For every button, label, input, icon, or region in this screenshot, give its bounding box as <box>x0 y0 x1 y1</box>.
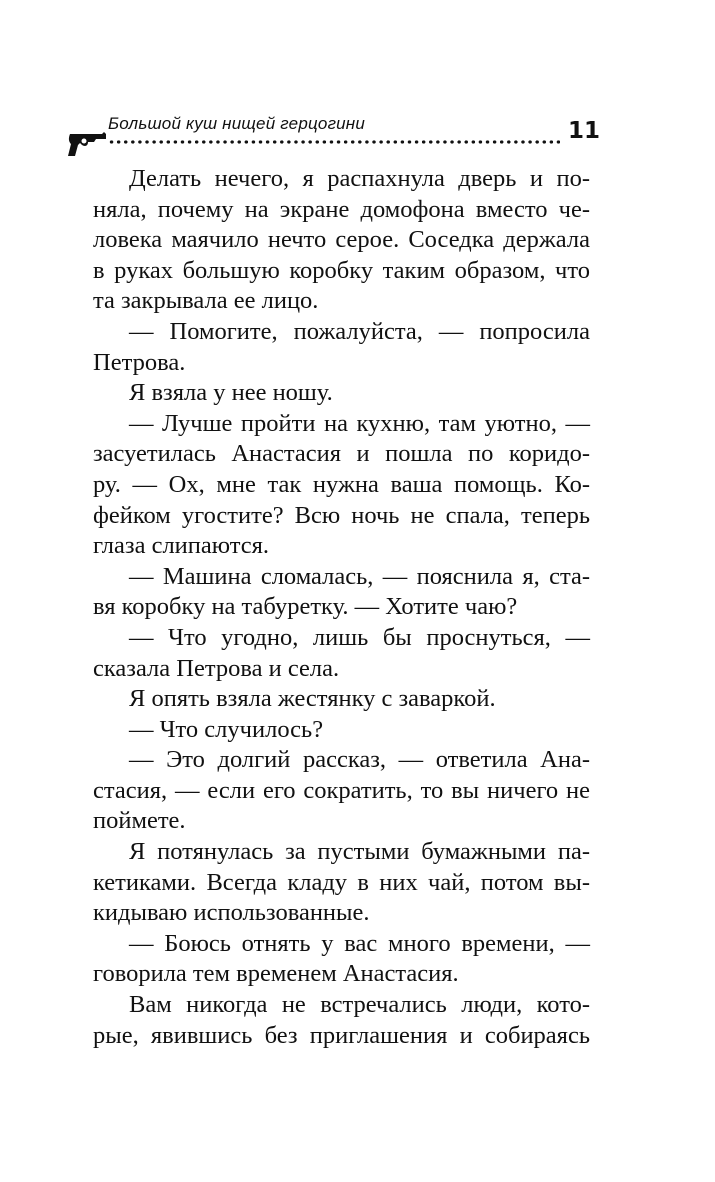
text-line: няла, почему на экране домофона вместо че- <box>93 195 590 223</box>
text-line: — Лучше пройти на кухню, там уютно, — <box>129 409 590 437</box>
text-line: кидываю использованные. <box>93 899 370 927</box>
text-line: кетиками. Всегда кладу в них чай, потом вы- <box>93 868 590 896</box>
text-line: стасия, — если его сократить, то вы ничего не <box>93 776 590 804</box>
text-line: засуетилась Анастасия и пошла по коридо- <box>93 440 590 468</box>
text-line: Петрова. <box>93 348 186 376</box>
text-line: Делать нечего, я распахнула дверь и по- <box>129 165 590 192</box>
text-line: — Машина сломалась, — пояснила я, ста- <box>129 562 590 590</box>
text-line: фейком угостите? Всю ночь не спала, теперь <box>93 501 590 529</box>
revolver-icon <box>66 131 108 159</box>
text-line: та закрывала ее лицо. <box>93 287 319 315</box>
text-line: — Что угодно, лишь бы проснуться, — <box>129 623 590 651</box>
text-line: в руках большую коробку таким образом, что <box>93 256 590 284</box>
text-line: ловека маячило нечто серое. Соседка держала <box>93 226 590 254</box>
text-line: ру. — Ох, мне так нужна ваша помощь. Ко- <box>93 470 590 498</box>
text-line: — Что случилось? <box>129 715 324 743</box>
text-line: Я потянулась за пустыми бумажными па- <box>129 838 590 866</box>
dotted-leader <box>108 139 560 145</box>
text-line: сказала Петрова и села. <box>93 654 340 682</box>
text-line: говорила тем временем Анастасия. <box>93 960 459 988</box>
text-line: — Боюсь отнять у вас много времени, — <box>129 929 590 957</box>
running-header <box>0 0 715 160</box>
text-line: поймете. <box>93 807 186 835</box>
text-line: Вам никогда не встречались люди, кото- <box>129 991 590 1019</box>
book-title: Большой куш нищей герцогини <box>108 114 366 133</box>
text-line: Я опять взяла жестянку с заваркой. <box>129 685 496 713</box>
text-line: — Это долгий рассказ, — ответила Ана- <box>129 746 590 774</box>
page-number: 11 <box>568 118 601 144</box>
text-line: глаза слипаются. <box>93 532 270 560</box>
text-line: Я взяла у нее ношу. <box>129 379 333 407</box>
page-text <box>93 164 590 1051</box>
text-line: вя коробку на табуретку. — Хотите чаю? <box>93 593 518 621</box>
text-line: рые, явившись без приглашения и собираясь <box>93 1021 590 1049</box>
text-line: — Помогите, пожалуйста, — попросила <box>129 317 590 345</box>
